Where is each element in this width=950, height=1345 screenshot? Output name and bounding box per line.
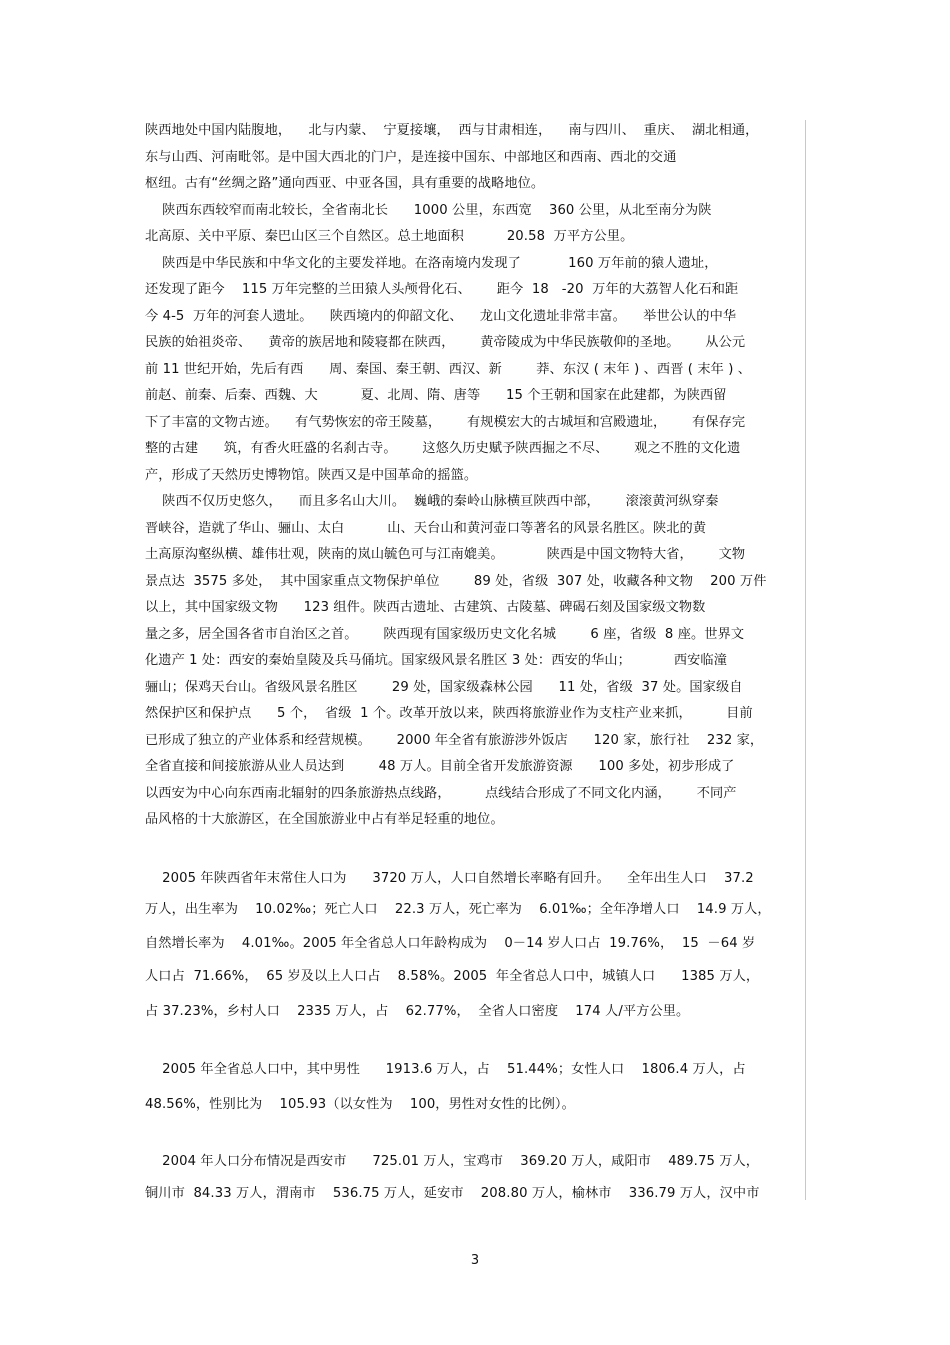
text-line: 枢纽。古有“丝绸之路”通向西亚、中亚各国，具有重要的战略地位。 bbox=[145, 176, 545, 191]
text-line: 产，形成了天然历史博物馆。陕西又是中国革命的摇篮。 bbox=[145, 468, 478, 483]
text-line: 品风格的十大旅游区，在全国旅游业中占有举足轻重的地位。 bbox=[145, 812, 504, 827]
text-line: 量之多，居全国各省市自治区之首。 陕西现有国家级历史文化名城 6 座，省级 8 座。世界文 bbox=[145, 627, 745, 642]
text-line: 陕西不仅历史悠久， 而且多名山大川。 巍峨的秦岭山脉横亘陕西中部， 滚滚黄河纵穿秦 bbox=[145, 494, 719, 509]
text-line: 土高原沟壑纵横、雄伟壮观，陕南的岚山毓色可与江南媲美。 陕西是中国文物特大省， 文物 bbox=[145, 547, 746, 562]
text-line: 下了丰富的文物古迹。 有气势恢宏的帝王陵墓， 有规模宏大的古城垣和宫殿遗址， 有保存完 bbox=[145, 415, 746, 430]
text-line: 北高原、关中平原、秦巴山区三个自然区。总土地面积 20.58 万平方公里。 bbox=[145, 229, 634, 244]
text-line: 然保护区和保护点 5 个， 省级 1 个。改革开放以来，陕西将旅游业作为支柱产业来抓， 目前 bbox=[145, 706, 753, 721]
text-line: 2005 年陕西省年末常住人口为 3720 万人，人口自然增长率略有回升。 全年出生人口 37.2 bbox=[145, 871, 754, 886]
text-line: 以西安为中心向东西南北辐射的四条旅游热点线路， 点线结合形成了不同文化内涵， 不同产 bbox=[145, 786, 737, 801]
text-line: 铜川市 84.33 万人，渭南市 536.75 万人，延安市 208.80 万人，榆林市 336.79 万人，汉中市 bbox=[145, 1186, 760, 1201]
text-line: 今 4-5 万年的河套人遗址。 陕西境内的仰韶文化、 龙山文化遗址非常丰富。 举世公认的中华 bbox=[145, 309, 737, 324]
text-line: 民族的始祖炎帝、 黄帝的族居地和陵寝都在陕西， 黄帝陵成为中华民族敬仰的圣地。 从公元 bbox=[145, 335, 746, 350]
text-line: 陕西东西较窄而南北较长，全省南北长 1000 公里，东西宽 360 公里，从北至南分为陕 bbox=[145, 203, 712, 218]
text-line: 景点达 3575 多处， 其中国家重点文物保护单位 89 处，省级 307 处，收藏各种文物 200 万件 bbox=[145, 574, 767, 589]
text-line: 2005 年全省总人口中，其中男性 1913.6 万人，占 51.44%；女性人口 1806.4 万人，占 bbox=[145, 1062, 746, 1077]
text-line: 陕西是中华民族和中华文化的主要发祥地。在洛南境内发现了 160 万年前的猿人遗址， bbox=[145, 256, 718, 271]
text-line: 前 11 世纪开始，先后有西 周、秦国、秦王朝、西汉、新 莽、东汉 ( 末年 ) 、西晋 ( 末年 ) 、 bbox=[145, 362, 752, 377]
text-line: 48.56%，性别比为 105.93（以女性为 100，男性对女性的比例）。 bbox=[145, 1097, 575, 1112]
text-line: 已形成了独立的产业体系和经营规模。 2000 年全省有旅游涉外饭店 120 家，旅行社 232 家， bbox=[145, 733, 764, 748]
text-line: 自然增长率为 4.01‰。2005 年全省总人口年龄构成为 0－14 岁人口占 19.76%， 15 －64 岁 bbox=[145, 936, 756, 951]
text-line: 前赵、前秦、后秦、西魏、大 夏、北周、隋、唐等 15 个王朝和国家在此建都，为陕西留 bbox=[145, 388, 727, 403]
text-line: 以上，其中国家级文物 123 组件。陕西古遗址、古建筑、古陵墓、碑碣石刻及国家级文物数 bbox=[145, 600, 706, 615]
text-line: 东与山西、河南毗邻。是中国大西北的门户，是连接中国东、中部地区和西南、西北的交通 bbox=[145, 150, 677, 165]
text-line: 2004 年人口分布情况是西安市 725.01 万人，宝鸡市 369.20 万人，咸阳市 489.75 万人， bbox=[145, 1154, 760, 1169]
text-line: 化遗产 1 处：西安的秦始皇陵及兵马俑坑。国家级风景名胜区 3 处：西安的华山； 西安临潼 bbox=[145, 653, 727, 668]
right-margin-rule bbox=[805, 120, 806, 1200]
text-line: 人口占 71.66%， 65 岁及以上人口占 8.58%。2005 年全省总人口中，城镇人口 1385 万人， bbox=[145, 969, 760, 984]
text-line: 整的古建 筑，有香火旺盛的名刹古寺。 这悠久历史赋予陕西掘之不尽、 观之不胜的文化遗 bbox=[145, 441, 741, 456]
text-line: 陕西地处中国内陆腹地， 北与内蒙、 宁夏接壤， 西与甘肃相连， 南与四川、 重庆、 湖北相通， bbox=[145, 123, 759, 138]
text-line: 晋峡谷，造就了华山、骊山、太白 山、天台山和黄河壶口等著名的风景名胜区。陕北的黄 bbox=[145, 521, 707, 536]
page-number: 3 bbox=[470, 1253, 480, 1268]
text-line: 还发现了距今 115 万年完整的兰田猿人头颅骨化石、 距今 18 -20 万年的大荔智人化石和距 bbox=[145, 282, 739, 297]
text-line: 全省直接和间接旅游从业人员达到 48 万人。目前全省开发旅游资源 100 多处，初步形成了 bbox=[145, 759, 735, 774]
text-line: 骊山；保鸡天台山。省级风景名胜区 29 处，国家级森林公园 11 处，省级 37 处。国家级自 bbox=[145, 680, 743, 695]
text-line: 万人，出生率为 10.02‰；死亡人口 22.3 万人，死亡率为 6.01‰；全年净增人口 14.9 万人， bbox=[145, 902, 771, 917]
text-line: 占 37.23%，乡村人口 2335 万人，占 62.77%， 全省人口密度 174 人/平方公里。 bbox=[145, 1004, 690, 1019]
